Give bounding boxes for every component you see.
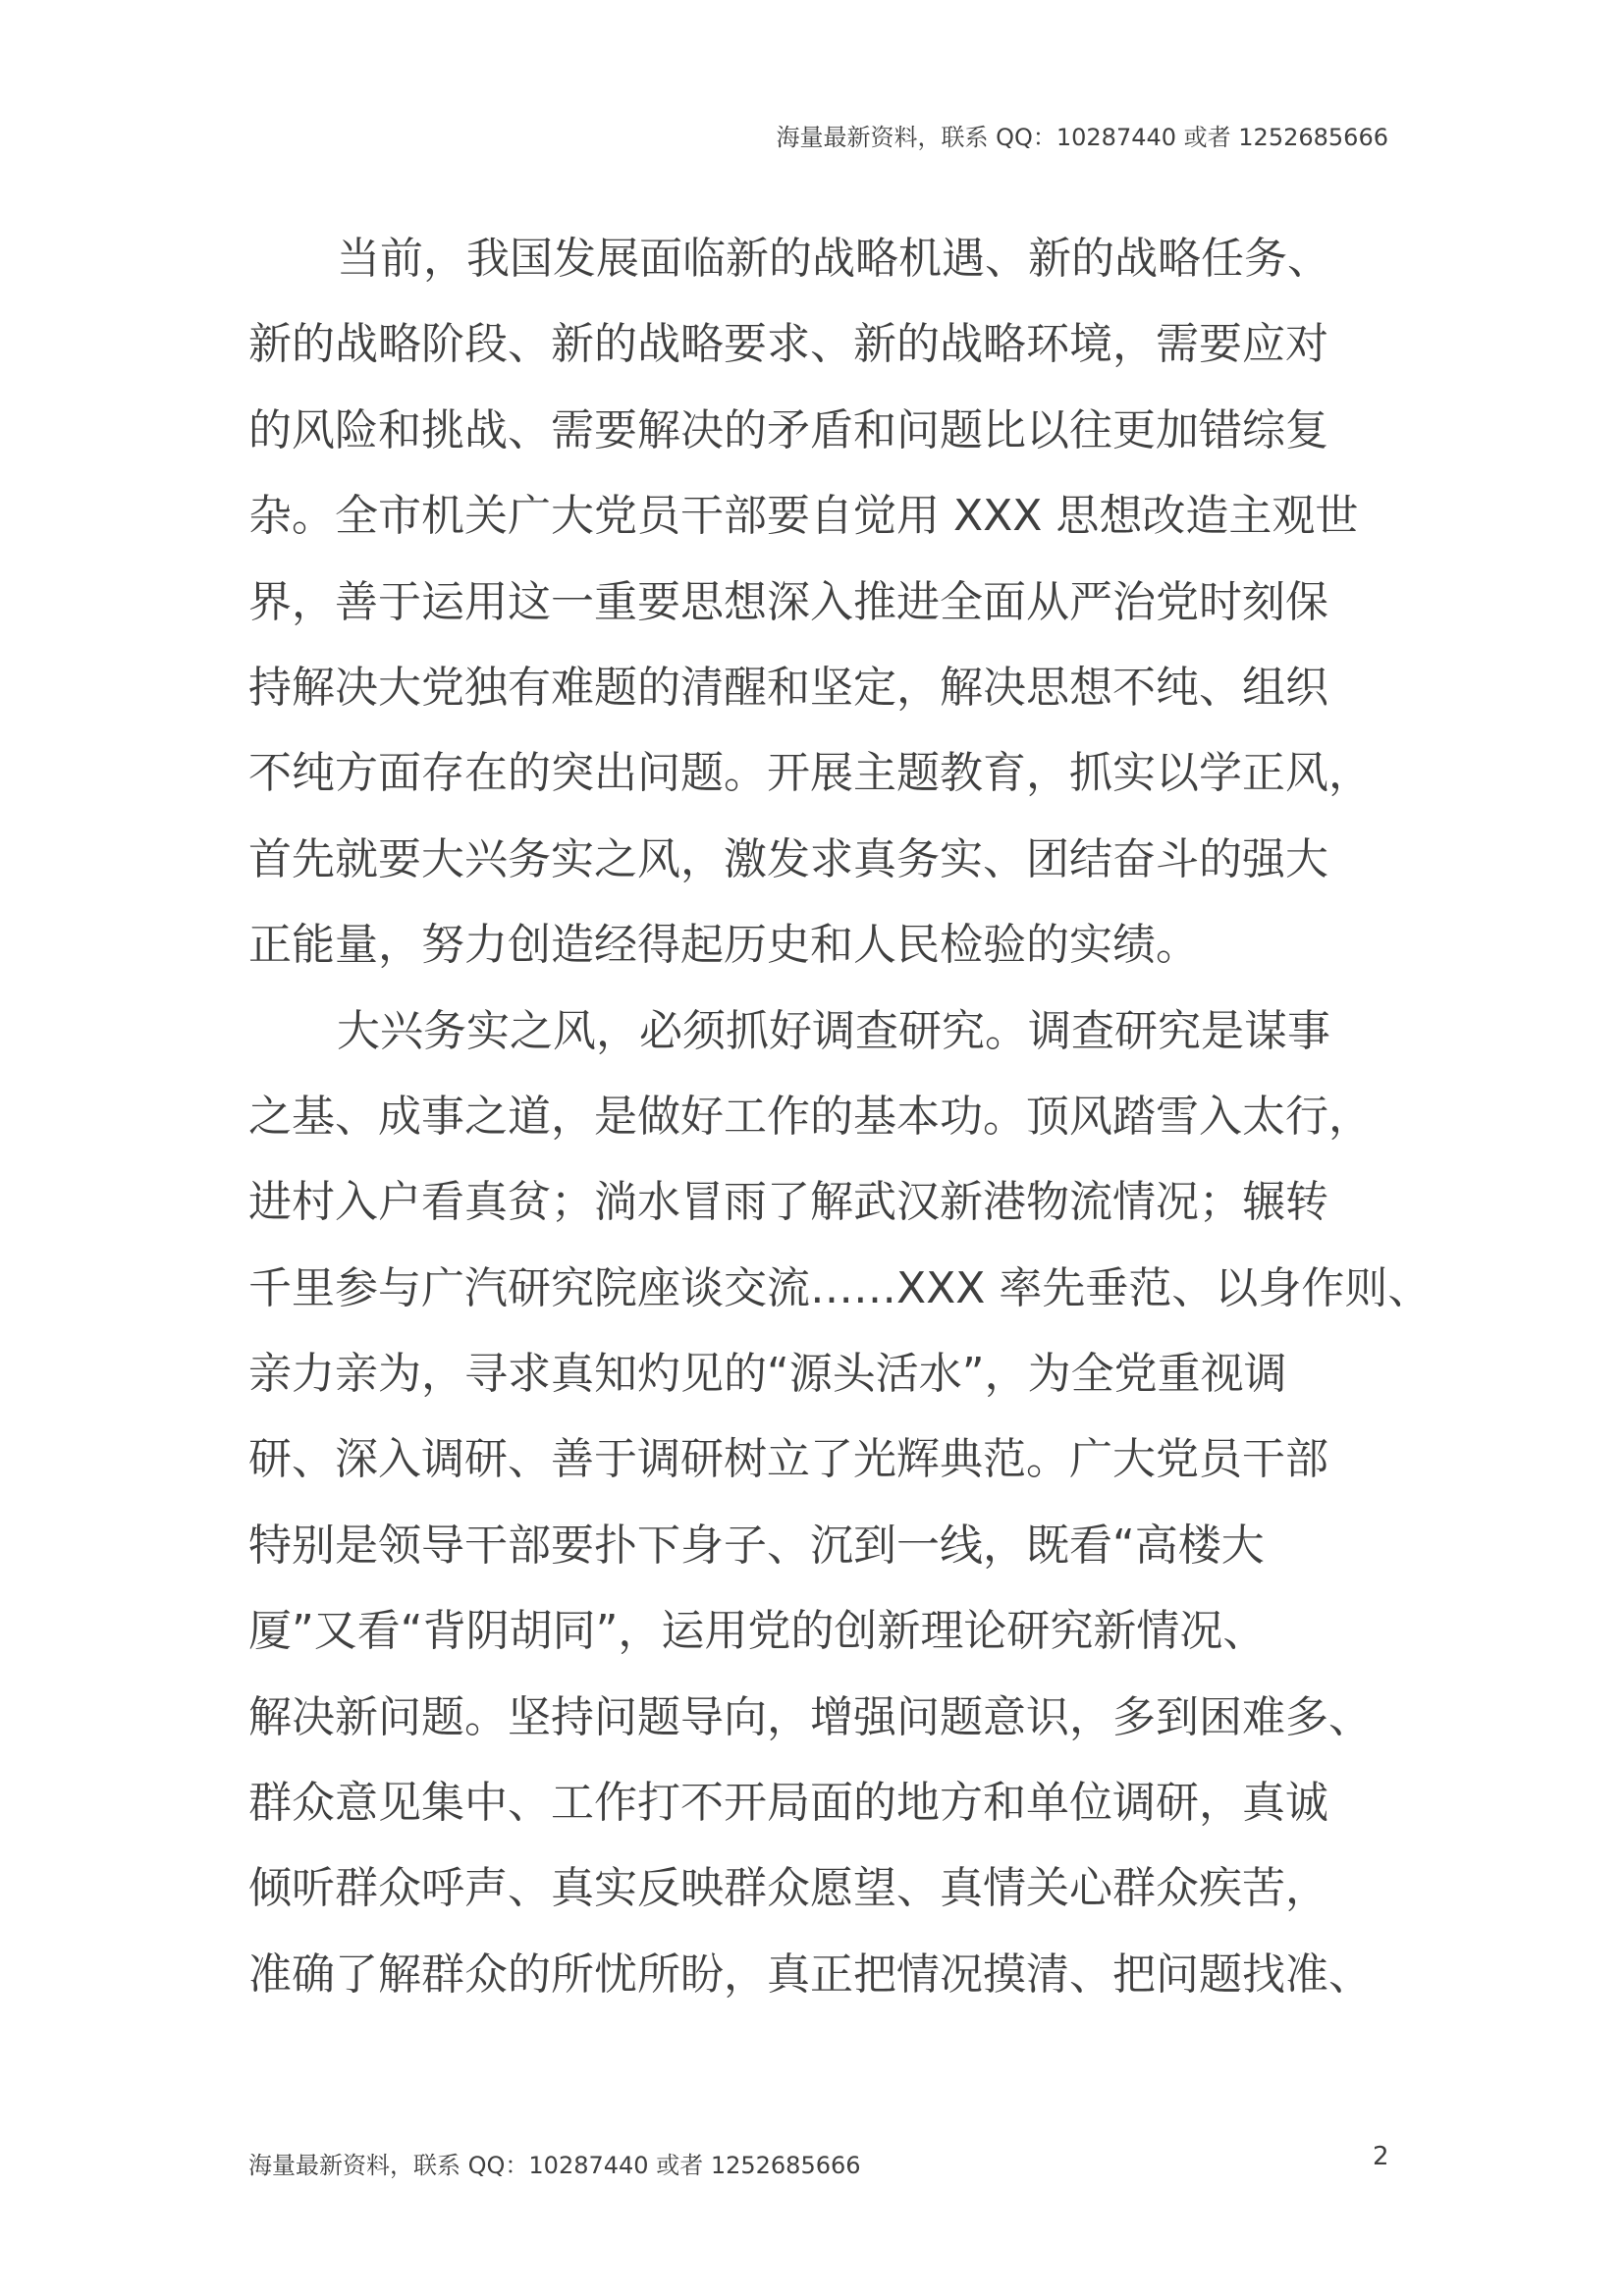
text-line: 的风险和挑战、需要解决的矛盾和问题比以往更加错综复 bbox=[248, 404, 1328, 455]
text-line: 千里参与广汽研究院座谈交流……XXX 率先垂范、以身作则、 bbox=[248, 1262, 1432, 1313]
text-line: 杂。全市机关广大党员干部要自觉用 XXX 思想改造主观世 bbox=[248, 491, 1359, 542]
text-line: 大兴务实之风，必须抓好调查研究。调查研究是谋事 bbox=[337, 1005, 1330, 1056]
text-line: 亲力亲为，寻求真知灼见的“源头活水”，为全党重视调 bbox=[248, 1349, 1287, 1400]
text-line: 研、深入调研、善于调研树立了光辉典范。广大党员干部 bbox=[248, 1434, 1328, 1485]
text-line: 新的战略阶段、新的战略要求、新的战略环境，需要应对 bbox=[248, 319, 1328, 370]
text-line: 特别是领导干部要扑下身子、沉到一线，既看“高楼大 bbox=[248, 1520, 1265, 1571]
text-line: 进村入户看真贫；淌水冒雨了解武汉新港物流情况；辗转 bbox=[248, 1177, 1328, 1228]
text-line: 倾听群众呼声、真实反映群众愿望、真情关心群众疾苦， bbox=[248, 1863, 1328, 1914]
text-line: 准确了解群众的所忧所盼，真正把情况摸清、把问题找准、 bbox=[248, 1949, 1372, 2000]
text-line: 不纯方面存在的突出问题。开展主题教育，抓实以学正风， bbox=[248, 748, 1372, 799]
paragraph-2 bbox=[248, 988, 1432, 2018]
text-line: 解决新问题。坚持问题导向，增强问题意识，多到困难多、 bbox=[248, 1691, 1372, 1742]
text-line: 界，善于运用这一重要思想深入推进全面从严治党时刻保 bbox=[248, 576, 1328, 627]
text-line: 当前，我国发展面临新的战略机遇、新的战略任务、 bbox=[337, 234, 1330, 284]
text-line: 之基、成事之道，是做好工作的基本功。顶风踏雪入太行， bbox=[248, 1091, 1372, 1142]
text-line: 首先就要大兴务实之风，激发求真务实、团结奋斗的强大 bbox=[248, 833, 1328, 884]
text-line: 群众意见集中、工作打不开局面的地方和单位调研，真诚 bbox=[248, 1778, 1328, 1829]
page-number: 2 bbox=[1373, 2142, 1389, 2171]
text-line: 厦”又看“背阴胡同”，运用党的创新理论研究新情况、 bbox=[248, 1606, 1267, 1657]
text-line: 正能量，努力创造经得起历史和人民检验的实绩。 bbox=[248, 920, 1199, 971]
page-footer: 海量最新资料，联系 QQ：10287440 或者 1252685666 bbox=[248, 2152, 861, 2179]
text-line: 持解决大党独有难题的清醒和坚定，解决思想不纯、组织 bbox=[248, 662, 1328, 713]
document-body bbox=[248, 216, 1432, 2017]
paragraph-1 bbox=[248, 216, 1427, 988]
page-header: 海量最新资料，联系 QQ：10287440 或者 1252685666 bbox=[776, 124, 1388, 151]
